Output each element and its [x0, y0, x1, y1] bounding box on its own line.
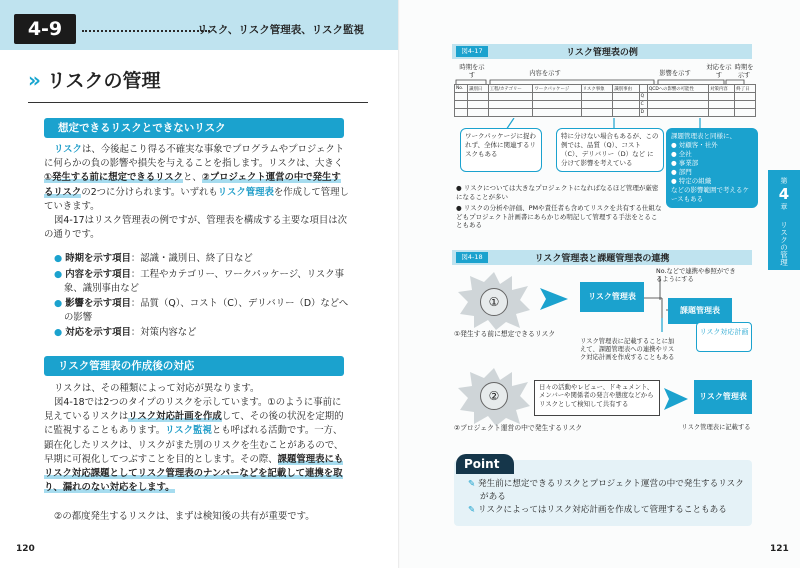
bullet-dot-icon: ● [54, 269, 63, 280]
section-number-badge: 4-9 [14, 14, 76, 44]
emphasis: 課題管理表にもリスク対応課題としてリスク管理表のナンバーなどを記載して連携を取り、漏れのない対応をします。 [44, 453, 344, 494]
table-header-cell: 終了日 [735, 85, 756, 93]
callout-item-text: 対顧客・社外 [678, 141, 718, 149]
term-risk-table: リスク管理表 [217, 186, 274, 198]
arrow-right-icon [662, 384, 690, 414]
table-header-cell [639, 85, 647, 93]
pencil-icon: ✎ [468, 479, 476, 489]
term-risk-monitoring: リスク監視 [165, 425, 212, 437]
table-header-cell: 工程/カテゴリー [488, 85, 533, 93]
figure-header-4-18 [452, 250, 752, 265]
callout-list-item: ● 特定の組織 [671, 177, 712, 185]
scenario-label-1: ①発生する前に想定できるリスク [454, 330, 556, 338]
note-2: ● リスクの分析や評価、PMや責任者も含めてリスクを共有する仕組などもプロジェクト計画書にあらかじめ明記して管理する手法をとることもある [456, 204, 662, 230]
table-row [455, 93, 756, 101]
callout-head: 課題管理表と同様に、 [671, 132, 736, 140]
bullet-text: ：認識・識別日、終了日など [130, 253, 253, 264]
callout-item-text: 全社 [678, 150, 692, 158]
arrow-right-icon [538, 284, 572, 314]
text: とも呼ばれる活動です。一方、顕在化したリスクは、リスクがまた別のリスクを生むことがあるので、早期に可視化してつぶすことを目的とします。その際、 [44, 425, 344, 465]
paragraph-5: ②の都度発生するリスクは、まずは検知後の共有が重要です。 [54, 511, 315, 522]
risk-table-box-1: リスク管理表 [580, 282, 644, 312]
emphasis: ①発生する前に想定できるリスク [44, 172, 184, 184]
paragraph-1 [44, 143, 350, 214]
text: 図4-18では2つのタイプのリスクを示しています。①のように事前に見えているリスクは [44, 397, 342, 423]
risk-table [454, 84, 756, 117]
bullet-dot-icon: ● [54, 253, 63, 264]
point-badge: Point [456, 454, 514, 474]
callout-workpackage: ワークパッケージに捉われず、全体に関連するリスクもある [460, 128, 542, 172]
table-header-cell: QCDへの影響の可能性 [647, 85, 708, 93]
header-dotted-rule [82, 30, 210, 32]
issue-table-box: 課題管理表 [668, 298, 732, 324]
table-header-cell: No. [455, 85, 468, 93]
callout-qcd: 特に分けない場合もあるが、この例では、品質（Q）、コスト（C）、デリバリー（D）など に分けて影響を考えている [556, 128, 664, 172]
table-header-cell: 対策内容 [709, 85, 735, 93]
circle-number-2: ② [480, 382, 508, 410]
point-text: 発生前に想定できるリスクとプロジェクト運営の中で発生するリスクがある [477, 479, 744, 502]
point-text: リスクによってはリスク対応計画を作成して管理することもある [477, 505, 727, 515]
double-chevron-icon: » [28, 67, 37, 92]
chapter-side-tab [768, 170, 800, 270]
bullet-item [54, 268, 354, 296]
figure-tag: 図4-17 [456, 46, 488, 57]
bullet-text: ：工程やカテゴリー、ワークパッケージ、リスク事象、識別事由など [64, 269, 345, 295]
point-item [468, 504, 744, 517]
figure-header-4-17 [452, 44, 752, 59]
callout-item-text: 部門 [678, 168, 692, 176]
paragraph-4 [44, 396, 350, 495]
section-heading-2: リスク管理表の作成後の対応 [44, 356, 344, 376]
text: して、その後の状況を定期的に監視することもあります。 [44, 411, 344, 437]
callout-list-item: ● 全社 [671, 150, 692, 158]
table-row [455, 109, 756, 117]
page-title-text: リスクの管理 [46, 70, 161, 92]
text: と、 [183, 172, 202, 184]
callout-list-item: ● 事業部 [671, 159, 699, 167]
label-time-2: 時期を示す [734, 64, 754, 79]
title-rule [28, 102, 368, 103]
callout-item-text: 特定の組織 [678, 177, 712, 185]
scenario-desc-2: リスク管理表に記載する [681, 424, 751, 431]
label-content: 内容を示す [529, 70, 561, 77]
bullet-text: ：品質（Q）、コスト（C）、デリバリー（D）などへの影響 [64, 298, 349, 324]
emphasis: ②プロジェクト運営の中で発生するリスク [44, 172, 341, 198]
chapter-suffix: 章 [780, 203, 788, 211]
bullet-label: 内容を示す項目 [65, 269, 131, 280]
term-risk: リスク [54, 144, 82, 155]
page-number-right: 121 [770, 544, 789, 554]
bullet-dot-icon: ● [54, 327, 63, 338]
bullet-item [54, 297, 354, 325]
bullet-label: 時期を示す項目 [65, 253, 131, 264]
table-header-cell: リスク事象 [581, 85, 613, 93]
scenario-desc-1: リスク管理表に記載することに加えて、課題管理表への連携やリスク対応計画を作成することもある [580, 338, 675, 361]
bullet-text: ：対策内容など [130, 327, 197, 338]
callout-impact-scope [666, 128, 758, 208]
callout-item-text: 事業部 [678, 159, 699, 167]
callout-tail: などの影響範囲で考えるケースもある [671, 186, 749, 203]
bullet-label: 対応を示す項目 [65, 327, 131, 338]
table-header-cell: 識別日 [468, 85, 489, 93]
pencil-icon: ✎ [468, 505, 476, 515]
figure-title: リスク管理表と課題管理表の連携 [534, 254, 670, 264]
emphasis: リスク対応計画を作成 [128, 411, 222, 423]
text: を作成して管理していきます。 [44, 186, 349, 212]
label-response: 対応を示す [706, 64, 732, 79]
label-impact: 影響を示す [659, 70, 691, 77]
bullet-dot-icon: ● [54, 298, 63, 309]
page-number-left: 120 [16, 544, 35, 554]
qcd-cell: C [639, 101, 647, 109]
callout-list-item: ● 対顧客・社外 [671, 141, 718, 149]
circle-number-1: ① [480, 288, 508, 316]
label-time: 時期を示す [459, 64, 485, 79]
text: の2つに分けられます。いずれも [81, 186, 218, 198]
bullet-item [54, 252, 354, 266]
figure-tag: 図4-18 [456, 252, 488, 263]
note-1: ● リスクについては大きなプロジェクトになればなるほど管理が厳密になることが多い [456, 184, 659, 201]
chapter-number: 4 [778, 185, 790, 203]
note-text: リスクについては大きなプロジェクトになればなるほど管理が厳密になることが多い [456, 184, 659, 201]
qcd-cell: Q [639, 93, 647, 101]
table-row [455, 101, 756, 109]
risk-table-box-2: リスク管理表 [694, 380, 752, 414]
figure-title: リスク管理表の例 [566, 48, 638, 58]
point-item [468, 478, 744, 504]
paragraph-2: 図4-17はリスク管理表の例ですが、管理表を構成する主要な項目は次の通りです。 [44, 215, 347, 241]
detection-box: 日々の活動やレビュー、ドキュメント、メンバーや関係者の発言や態度などからリスクとして検知して共有する [534, 380, 660, 416]
paragraph-3: リスクは、その種類によって対応が異なります。 [54, 383, 260, 394]
chapter-title: リスクの管理 [779, 220, 789, 266]
text: は、今後起こり得る不確実な事象でプログラムやプロジェクトに何らかの負の影響や損失を与えることを指します。リスクは、大きく [44, 144, 345, 170]
section-heading-1: 想定できるリスクとできないリスク [44, 118, 344, 138]
page-title [28, 66, 161, 93]
header-title: リスク、リスク管理表、リスク監視 [197, 24, 364, 36]
table-header-cell: 識別事由 [613, 85, 639, 93]
qcd-cell: D [639, 109, 647, 117]
table-header-row [455, 85, 756, 93]
bullet-item [54, 326, 354, 340]
link-caption: No.などで連携や参照ができるようにする [656, 268, 736, 283]
chapter-prefix: 第 [780, 177, 788, 185]
callout-list-item: ● 部門 [671, 168, 692, 176]
note-text: リスクの分析や評価、PMや責任者も含めてリスクを共有する仕組などもプロジェクト計画書にあらかじめ明記して管理する手法をとることもある [456, 204, 662, 230]
table-header-cell: ワークパッケージ [533, 85, 581, 93]
risk-response-plan-box: リスク対応計画 [696, 322, 752, 352]
bullet-label: 影響を示す項目 [65, 298, 131, 309]
scenario-label-2: ②プロジェクト運営の中で発生するリスク [454, 424, 583, 432]
